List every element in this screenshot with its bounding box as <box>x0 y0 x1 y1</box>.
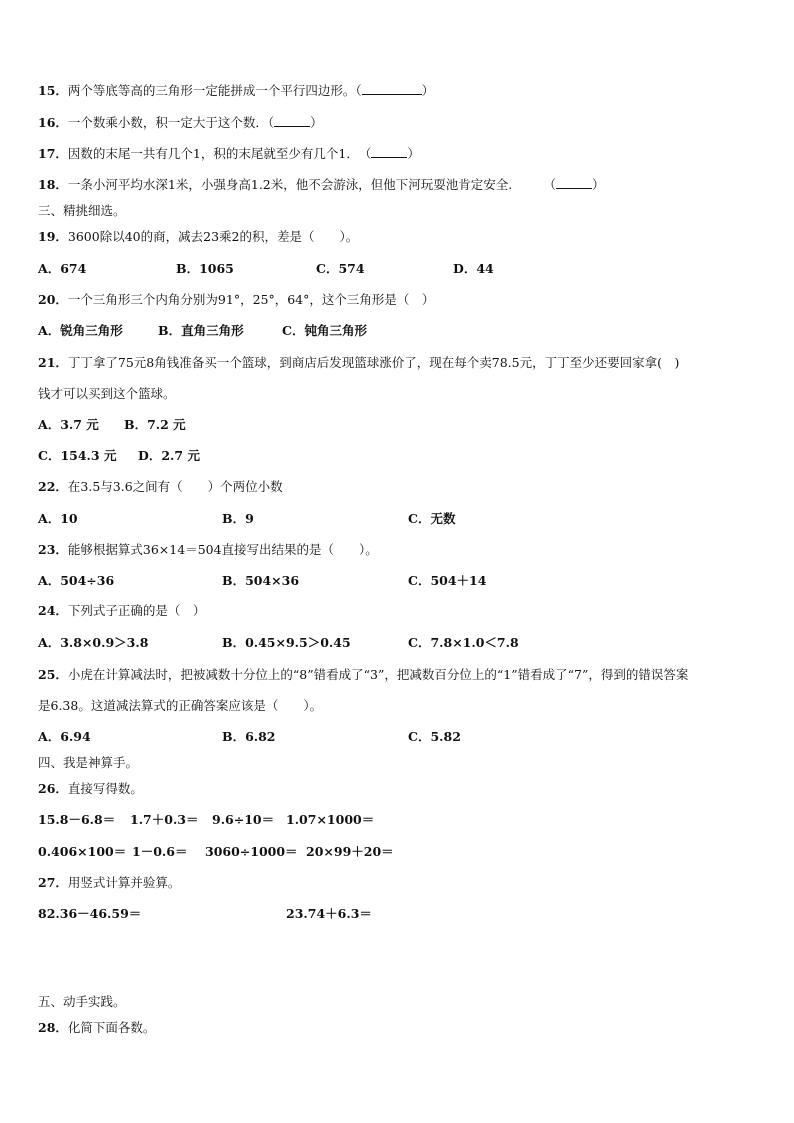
question-text: 在3.5与3.6之间有（ ）个两位小数 <box>67 479 283 494</box>
question-21 <box>38 354 679 372</box>
question-number: 20． <box>38 292 68 307</box>
answer-blank[interactable] <box>274 114 310 127</box>
option-c[interactable]: C．154.3 元 <box>38 448 117 463</box>
question-text: 一条小河平均水深1米，小强身高1.2米，他不会游泳，但他下河玩耍池肯定安全. （ <box>67 177 556 192</box>
question-number: 19． <box>38 229 68 244</box>
option-b[interactable]: B．直角三角形 <box>158 323 244 338</box>
question-25 <box>38 666 688 684</box>
question-20 <box>38 291 434 309</box>
option-c[interactable]: C．504＋14 <box>408 573 487 588</box>
question-text: 直接写得数。 <box>67 781 143 796</box>
question-text: 两个等底等高的三角形一定能拼成一个平行四边形。（ <box>67 83 362 98</box>
question-24 <box>38 602 205 620</box>
section-heading-4: 四、我是神算手。 <box>38 755 139 770</box>
question-number: 26． <box>38 781 68 796</box>
question-text: 3600除以40的商，减去23乘2的积，差是（ ）。 <box>67 229 359 244</box>
question-21-cont: 钱才可以买到这个篮球。 <box>38 386 176 401</box>
question-number: 18． <box>38 177 68 192</box>
question-text: 下列式子正确的是（ ） <box>67 603 206 618</box>
question-text: 小虎在计算减法时，把被减数十分位上的“8”错看成了“3”，把减数百分位上的“1”错看成了“7”，得到的错误答案 <box>67 667 689 682</box>
question-number: 27． <box>38 875 68 890</box>
option-c[interactable]: C．无数 <box>408 511 456 526</box>
option-b[interactable]: B．0.45×9.5＞0.45 <box>222 635 351 650</box>
question-23 <box>38 541 378 559</box>
calc-item: 23.74＋6.3＝ <box>286 906 372 921</box>
question-text: 丁丁拿了75元8角钱准备买一个篮球，到商店后发现篮球涨价了，现在每个卖78.5元，丁丁至少还要回家拿( ) <box>67 355 680 370</box>
calc-item: 82.36－46.59＝ <box>38 906 142 921</box>
option-a[interactable]: A．3.7 元 <box>38 417 99 432</box>
question-number: 23． <box>38 542 68 557</box>
question-number: 28． <box>38 1020 68 1035</box>
question-26 <box>38 780 143 798</box>
question-number: 25． <box>38 667 68 682</box>
calc-item: 1.7＋0.3＝ <box>130 812 199 827</box>
section-heading-5: 五、动手实践。 <box>38 994 126 1009</box>
answer-blank[interactable] <box>556 176 592 189</box>
close-paren: ） <box>407 146 420 161</box>
option-d[interactable]: D．2.7 元 <box>138 448 200 463</box>
question-text: 能够根据算式36×14＝504直接写出结果的是（ ）。 <box>67 542 378 557</box>
question-number: 17． <box>38 146 68 161</box>
close-paren: ） <box>421 83 435 98</box>
calc-item: 1.07×1000＝ <box>286 812 375 827</box>
option-b[interactable]: B．1065 <box>176 261 234 276</box>
question-27 <box>38 874 180 892</box>
option-a[interactable]: A．3.8×0.9＞3.8 <box>38 635 149 650</box>
question-17 <box>38 145 420 163</box>
calc-item: 3060÷1000＝ <box>205 844 298 859</box>
calc-item: 1－0.6＝ <box>132 844 188 859</box>
question-16 <box>38 114 323 132</box>
calc-item: 15.8－6.8＝ <box>38 812 116 827</box>
question-text: 化简下面各数。 <box>67 1020 156 1035</box>
option-c[interactable]: C．574 <box>316 261 365 276</box>
option-c[interactable]: C．钝角三角形 <box>282 323 367 338</box>
option-b[interactable]: B．7.2 元 <box>124 417 186 432</box>
option-b[interactable]: B．504×36 <box>222 573 300 588</box>
calc-item: 20×99＋20＝ <box>306 844 394 859</box>
question-number: 15． <box>38 83 68 98</box>
question-number: 22． <box>38 479 68 494</box>
question-text: 因数的末尾一共有几个1，积的末尾就至少有几个1． （ <box>67 146 372 161</box>
question-25-cont: 是6.38。这道减法算式的正确答案应该是（ ）。 <box>38 698 323 713</box>
option-b[interactable]: B．6.82 <box>222 729 276 744</box>
option-a[interactable]: A．674 <box>38 261 87 276</box>
question-18 <box>38 176 604 194</box>
question-19 <box>38 228 358 246</box>
section-heading-3: 三、精挑细选。 <box>38 203 126 218</box>
calc-item: 0.406×100＝ <box>38 844 127 859</box>
calc-item: 9.6÷10＝ <box>212 812 275 827</box>
answer-blank[interactable] <box>371 145 407 158</box>
answer-blank[interactable] <box>362 82 422 95</box>
question-number: 21． <box>38 355 68 370</box>
option-a[interactable]: A．10 <box>38 511 78 526</box>
question-22 <box>38 478 283 496</box>
option-a[interactable]: A．504÷36 <box>38 573 115 588</box>
close-paren: ） <box>591 177 605 192</box>
question-15 <box>38 82 434 100</box>
option-d[interactable]: D．44 <box>453 261 494 276</box>
option-a[interactable]: A．6.94 <box>38 729 91 744</box>
question-text: 一个三角形三个内角分别为91°，25°，64°，这个三角形是（ ） <box>67 292 435 307</box>
option-b[interactable]: B．9 <box>222 511 254 526</box>
close-paren: ） <box>310 115 323 130</box>
option-c[interactable]: C．5.82 <box>408 729 461 744</box>
question-text: 用竖式计算并验算。 <box>67 875 181 890</box>
option-c[interactable]: C．7.8×1.0＜7.8 <box>408 635 519 650</box>
question-number: 24． <box>38 603 68 618</box>
question-text: 一个数乘小数，积一定大于这个数．（ <box>67 115 275 130</box>
option-a[interactable]: A．锐角三角形 <box>38 323 123 338</box>
question-number: 16． <box>38 115 68 130</box>
question-28 <box>38 1019 155 1037</box>
